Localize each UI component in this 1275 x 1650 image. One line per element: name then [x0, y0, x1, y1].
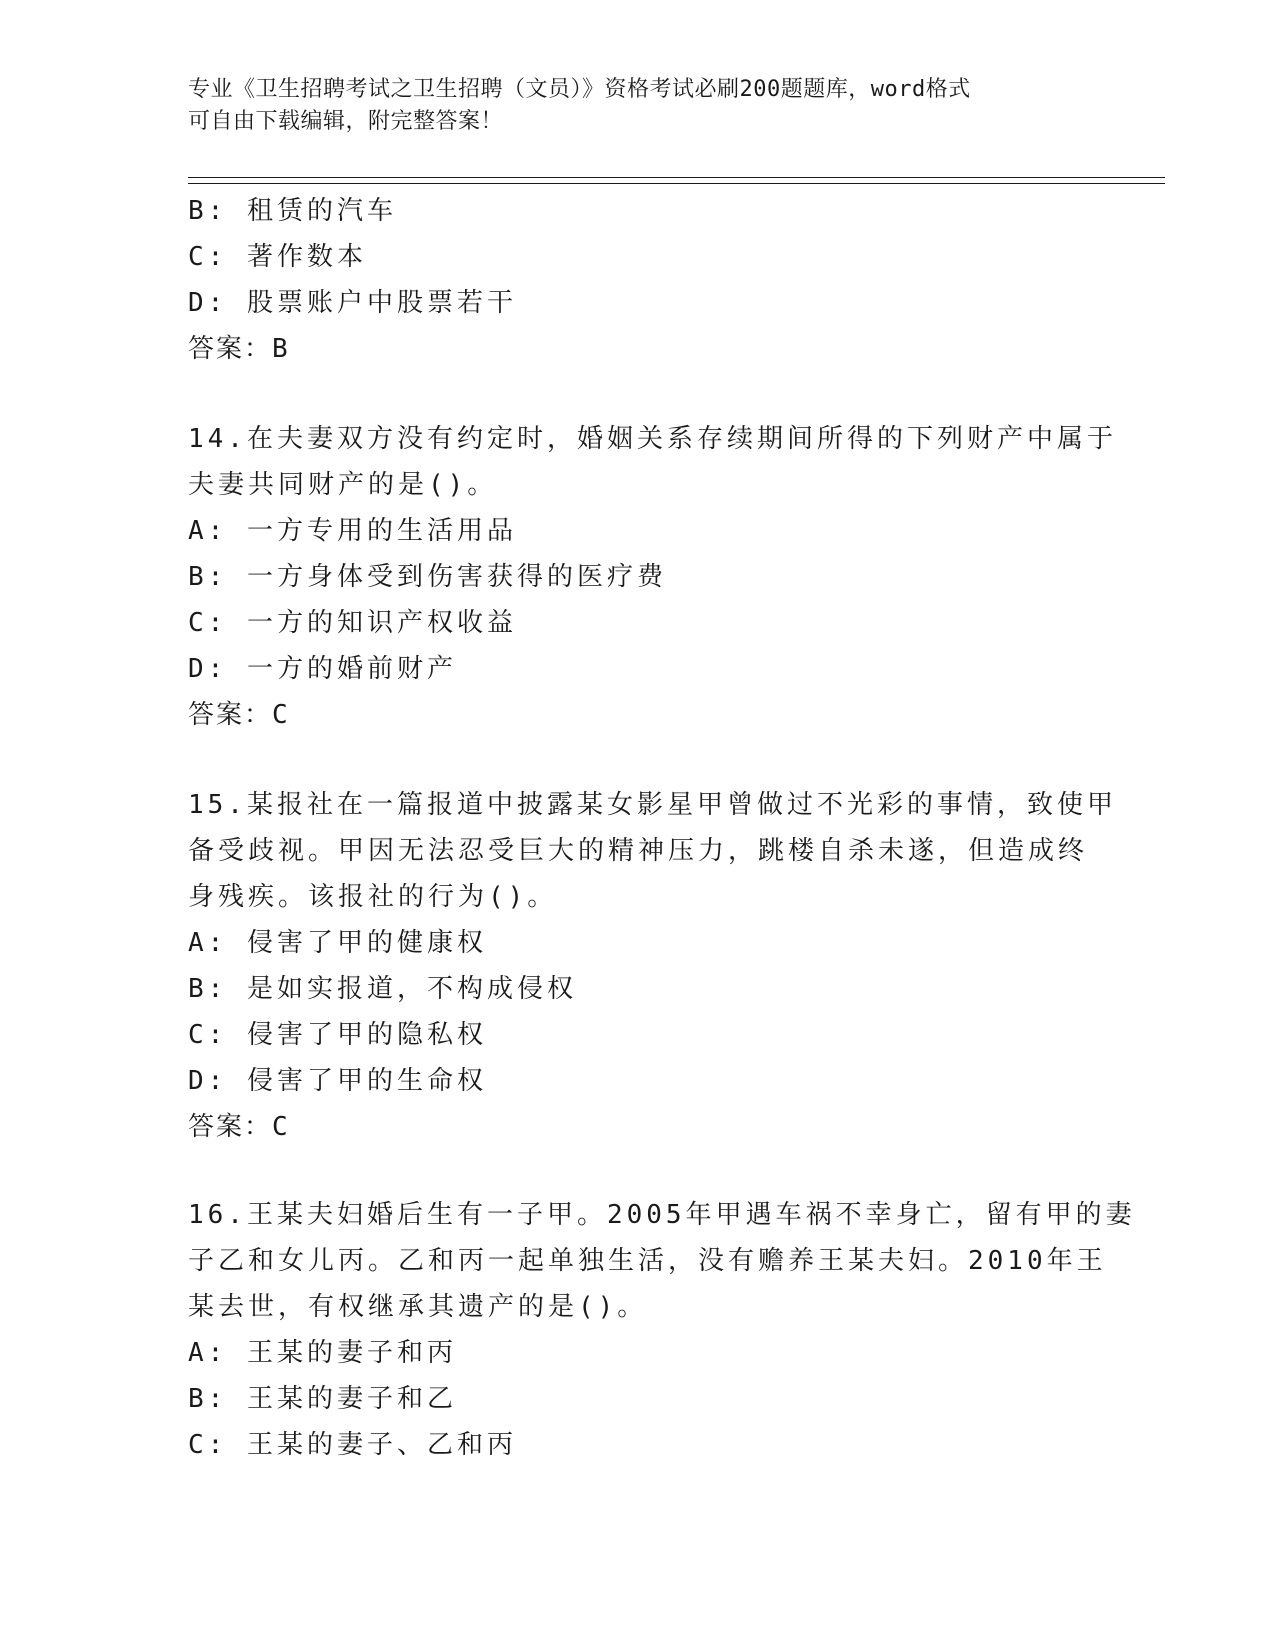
q14-option-d: D: 一方的婚前财产 — [188, 654, 457, 684]
spacer — [188, 1150, 1088, 1192]
q15-stem-line-3: 身残疾。该报社的行为()。 — [188, 882, 558, 912]
q14-answer: 答案：C — [188, 700, 290, 730]
q14-stem-line-2: 夫妻共同财产的是()。 — [188, 470, 498, 500]
header-title-line-2: 可自由下载编辑，附完整答案！ — [188, 109, 504, 134]
q13-option-d: D: 股票账户中股票若干 — [188, 288, 517, 318]
q15-answer: 答案：C — [188, 1112, 290, 1142]
q16-option-c: C: 王某的妻子、乙和丙 — [188, 1430, 517, 1460]
q13-option-c: C: 著作数本 — [188, 242, 367, 272]
header-rule-bottom — [188, 183, 1165, 184]
q16-stem-line-3: 某去世，有权继承其遗产的是()。 — [188, 1292, 648, 1322]
question-16 — [188, 1192, 1136, 1468]
q14-option-c: C: 一方的知识产权收益 — [188, 608, 517, 638]
header-rule-top — [188, 177, 1165, 178]
q16-option-a: A: 王某的妻子和丙 — [188, 1338, 457, 1368]
q15-stem-line-1: 15.某报社在一篇报道中披露某女影星甲曾做过不光彩的事情，致使甲 — [188, 790, 1117, 820]
q14-option-b: B: 一方身体受到伤害获得的医疗费 — [188, 562, 667, 592]
document-header — [188, 74, 1088, 138]
q15-stem-line-2: 备受歧视。甲因无法忍受巨大的精神压力，跳楼自杀未遂，但造成终 — [188, 836, 1089, 866]
spacer — [188, 738, 1088, 782]
q13-option-b: B: 租赁的汽车 — [188, 196, 397, 226]
q16-option-b: B: 王某的妻子和乙 — [188, 1384, 457, 1414]
header-title-line-1: 专业《卫生招聘考试之卫生招聘（文员）》资格考试必刷200题题库，word格式 — [188, 77, 971, 102]
question-list — [188, 188, 1136, 1468]
q15-option-a: A: 侵害了甲的健康权 — [188, 928, 487, 958]
q13-answer: 答案：B — [188, 334, 290, 364]
question-15 — [188, 782, 1117, 1150]
q16-stem-line-2: 子乙和女儿丙。乙和丙一起单独生活，没有赡养王某夫妇。2010年王 — [188, 1246, 1107, 1276]
question-14 — [188, 416, 1117, 738]
spacer — [188, 372, 1088, 416]
q15-option-b: B: 是如实报道，不构成侵权 — [188, 974, 577, 1004]
question-13-continued — [188, 188, 1088, 372]
q16-stem-line-1: 16.王某夫妇婚后生有一子甲。2005年甲遇车祸不幸身亡，留有甲的妻 — [188, 1200, 1136, 1230]
q14-option-a: A: 一方专用的生活用品 — [188, 516, 517, 546]
q14-stem-line-1: 14.在夫妻双方没有约定时，婚姻关系存续期间所得的下列财产中属于 — [188, 424, 1117, 454]
q15-option-c: C: 侵害了甲的隐私权 — [188, 1020, 487, 1050]
q15-option-d: D: 侵害了甲的生命权 — [188, 1066, 487, 1096]
